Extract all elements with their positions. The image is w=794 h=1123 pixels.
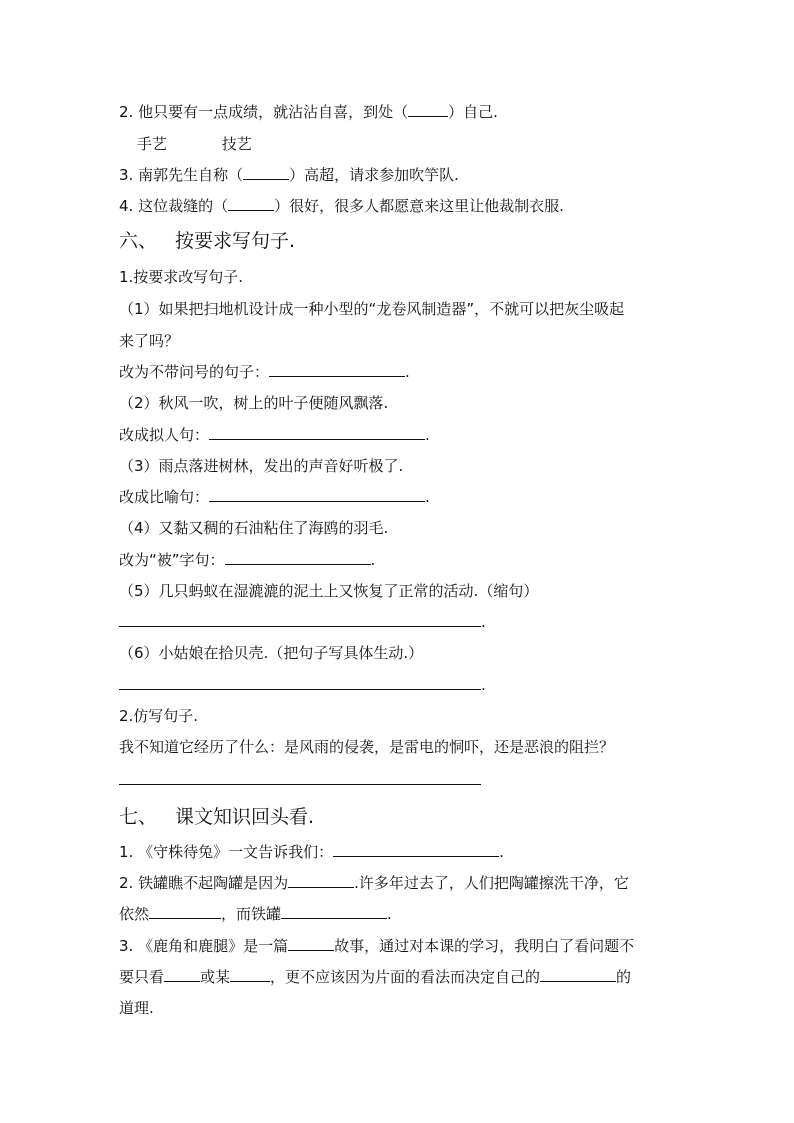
section-number: 七、 bbox=[119, 806, 158, 828]
answer-blank[interactable] bbox=[540, 967, 616, 982]
item-6-line1: （6）小姑娘在拾贝壳.（把句子写具体生动.） bbox=[119, 644, 424, 662]
q-text: 《守株待兔》一文告诉我们： bbox=[138, 843, 334, 861]
q-number: 4. bbox=[119, 197, 134, 215]
q-number: 3. bbox=[119, 937, 134, 955]
answer-blank[interactable] bbox=[230, 967, 270, 982]
q-text: 依然 bbox=[119, 905, 150, 923]
period: . bbox=[425, 426, 430, 444]
prompt-text: 改为“被”字句： bbox=[119, 551, 225, 569]
s7-question-3-line1 bbox=[119, 936, 734, 956]
q-text: 要只看 bbox=[119, 968, 165, 986]
section-7-heading bbox=[119, 805, 734, 829]
part2-sentence: 我不知道它经历了什么：是风雨的侵袭，是雷电的恫吓，还是恶浪的阻拦？ bbox=[119, 738, 615, 756]
period: . bbox=[405, 363, 410, 381]
answer-blank[interactable] bbox=[333, 842, 499, 857]
item-2-prompt bbox=[119, 425, 734, 445]
fill-blank[interactable] bbox=[228, 196, 274, 211]
s7-question-3-line3: 道理. bbox=[119, 999, 154, 1017]
s7-question-3-line2 bbox=[119, 967, 734, 987]
q-text-end: ）很好，很多人都愿意来这里让他裁制衣服. bbox=[274, 197, 564, 215]
q-text-end: ）自己. bbox=[448, 103, 498, 121]
prompt-text: 改为不带问号的句子： bbox=[119, 363, 270, 381]
section-title: 按要求写句子. bbox=[175, 230, 296, 252]
item-3-prompt bbox=[119, 487, 734, 507]
item-5-answer-line[interactable] bbox=[119, 626, 481, 627]
period: . bbox=[425, 488, 430, 506]
section-6-heading bbox=[119, 229, 734, 253]
answer-blank[interactable] bbox=[209, 425, 425, 440]
item-1-prompt bbox=[119, 362, 734, 382]
answer-blank[interactable] bbox=[269, 362, 405, 377]
item-3-line1: （3）雨点落进树林，发出的声音好听极了. bbox=[119, 457, 404, 475]
q-text-end: ）高超，请求参加吹竽队. bbox=[289, 166, 459, 184]
s5-options bbox=[137, 134, 734, 154]
s5-question-2 bbox=[119, 102, 734, 122]
option-2: 技艺 bbox=[221, 135, 252, 153]
part2-answer-line[interactable] bbox=[119, 784, 481, 785]
answer-blank[interactable] bbox=[288, 936, 334, 951]
period: . bbox=[481, 613, 486, 631]
answer-blank[interactable] bbox=[281, 904, 387, 919]
option-1: 手艺 bbox=[137, 135, 168, 153]
answer-blank[interactable] bbox=[149, 904, 221, 919]
q-text: 这位裁缝的（ bbox=[138, 197, 229, 215]
s7-question-2-line2 bbox=[119, 904, 734, 924]
s7-question-1 bbox=[119, 842, 734, 862]
answer-blank[interactable] bbox=[164, 967, 200, 982]
q-text: .许多年过去了，人们把陶罐擦洗干净，它 bbox=[354, 874, 629, 892]
q-number: 2. bbox=[119, 874, 134, 892]
fill-blank[interactable] bbox=[243, 165, 289, 180]
prompt-text: 改成比喻句： bbox=[119, 488, 210, 506]
q-text: 的 bbox=[616, 968, 632, 986]
answer-blank[interactable] bbox=[288, 873, 354, 888]
section-title: 课文知识回头看. bbox=[175, 806, 315, 828]
s5-question-4 bbox=[119, 196, 734, 216]
s5-question-3 bbox=[119, 165, 734, 185]
q-text: 南郭先生自称（ bbox=[138, 166, 244, 184]
period: . bbox=[481, 676, 486, 694]
part2-title: 2.仿写句子. bbox=[119, 707, 199, 725]
q-text: ，而铁罐 bbox=[221, 905, 282, 923]
q-text: 铁罐瞧不起陶罐是因为 bbox=[138, 874, 289, 892]
q-text: 故事，通过对本课的学习，我明白了看问题不 bbox=[334, 937, 635, 955]
answer-blank[interactable] bbox=[209, 487, 425, 502]
item-1-line2: 来了吗？ bbox=[119, 332, 180, 350]
q-text: 《鹿角和鹿腿》是一篇 bbox=[138, 937, 289, 955]
q-text: 他只要有一点成绩，就沾沾自喜，到处（ bbox=[138, 103, 409, 121]
item-6-answer-line[interactable] bbox=[119, 689, 481, 690]
q-text: 或某 bbox=[200, 968, 231, 986]
fill-blank[interactable] bbox=[408, 102, 448, 117]
item-5-line1: （5）几只蚂蚁在湿漉漉的泥土上又恢复了正常的活动.（缩句） bbox=[119, 582, 539, 600]
q-text: ，更不应该因为片面的看法而决定自己的 bbox=[270, 968, 541, 986]
item-4-line1: （4）又黏又稠的石油粘住了海鸥的羽毛. bbox=[119, 519, 389, 537]
answer-blank[interactable] bbox=[225, 550, 371, 565]
item-2-line1: （2）秋风一吹，树上的叶子便随风飘落. bbox=[119, 394, 389, 412]
section-number: 六、 bbox=[119, 230, 158, 252]
item-4-prompt bbox=[119, 550, 734, 570]
q-number: 3. bbox=[119, 166, 134, 184]
q-number: 1. bbox=[119, 843, 134, 861]
period: . bbox=[370, 551, 376, 569]
q-number: 2. bbox=[119, 103, 134, 121]
s7-question-2-line1 bbox=[119, 873, 734, 893]
item-1-line1: （1）如果把扫地机设计成一种小型的“龙卷风制造器”，不就可以把灰尘吸起 bbox=[119, 300, 625, 318]
prompt-text: 改成拟人句： bbox=[119, 426, 210, 444]
period: . bbox=[387, 905, 392, 923]
period: . bbox=[499, 843, 504, 861]
part1-title: 1.按要求改写句子. bbox=[119, 268, 244, 286]
